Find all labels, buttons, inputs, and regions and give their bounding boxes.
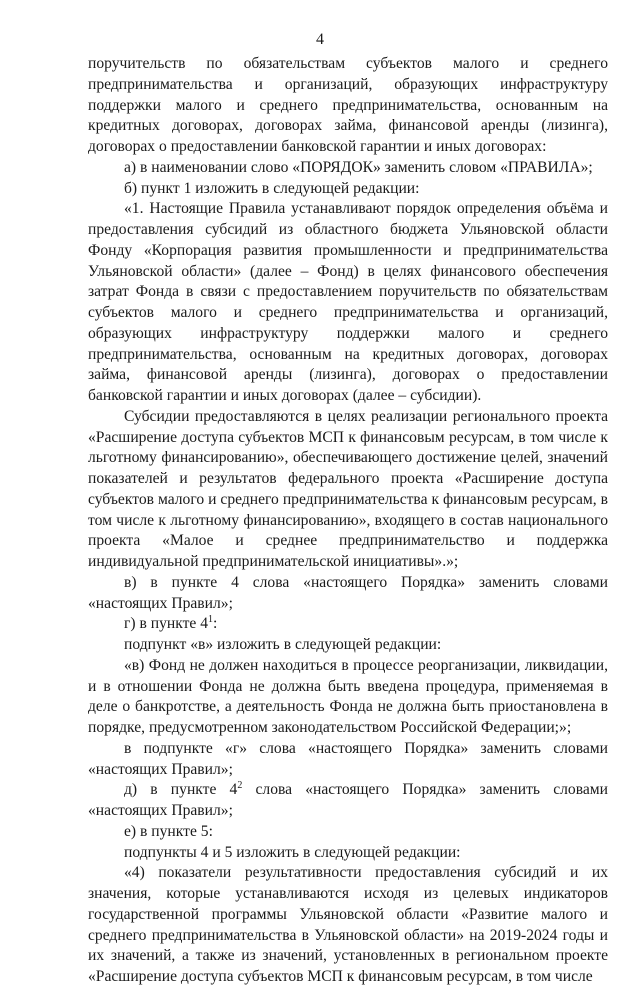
paragraph-text: слова «настоящего Порядка» заменить словами «настоящих Правил»; — [88, 781, 608, 819]
paragraph-text: : — [213, 615, 218, 633]
paragraph: «в) Фонд не должен находиться в процессе реорганизации, ликвидации, и в отношении Фонда не должна быть введена процедура, применяемая в деле о банкротстве, а деятельность Фонда не должна быть приостановлена в порядке, предусмотренном законодательством Российской Федерации;»; — [88, 656, 608, 736]
page-number: 4 — [316, 31, 324, 48]
paragraph: е) в пункте 5: — [124, 822, 213, 840]
document-body — [88, 54, 608, 988]
superscript: 1 — [208, 614, 214, 626]
paragraph: «4) показатели результативности предоставления субсидий и их значения, которые устанавливаются исходя из целевых индикаторов государственной программы Ульяновской области «Развитие малого и среднего предпринимательства в Ульяновской области» на 2019-2024 годы и их значений, а также из значений, установленных в региональном проекте «Расширение доступа субъектов МСП к финансовым ресурсам, в том числе — [88, 864, 608, 985]
paragraph-text: г) в пункте 4 — [124, 615, 209, 633]
paragraph: в) в пункте 4 слова «настоящего Порядка» заменить словами «настоящих Правил»; — [88, 573, 608, 612]
paragraph: Субсидии предоставляются в целях реализации регионального проекта «Расширение доступа субъектов МСП к финансовым ресурсам, в том числе к льготному финансированию», обеспечивающего достижение целей, значений показателей и результатов федерального проекта «Расширение доступа субъектов малого и среднего предпринимательства к финансовым ресурсам, в том числе к льготному финансированию», входящего в состав национального проекта «Малое и среднее предпринимательство и поддержка индивидуальной предпринимательской инициативы».»; — [88, 407, 608, 570]
paragraph — [88, 614, 608, 635]
paragraph: «1. Настоящие Правила устанавливают порядок определения объёма и предоставления субсидий из областного бюджета Ульяновской области Фонду «Корпорация развития промышленности и предпринимательства Ульяновской области» (далее – Фонд) в целях финансового обеспечения затрат Фонда в связи с предоставлением поручительств по обязательствам субъектов малого и среднего предпринимательства и организаций, образующих инфраструктуру поддержки малого и среднего предпринимательства, основанным на кредитных договорах, договорах займа, финансовой аренды (лизинга), договорах о предоставлении банковской гарантии и иных договорах (далее – субсидии). — [88, 200, 608, 404]
paragraph: б) пункт 1 изложить в следующей редакции: — [124, 179, 420, 197]
paragraph: подпункт «в» изложить в следующей редакции: — [124, 636, 442, 653]
superscript: 2 — [237, 780, 243, 792]
paragraph: поручительств по обязательствам субъектов малого и среднего предпринимательства и организаций, образующих инфраструктуру поддержки малого и среднего предпринимательства, основанным на кредитных договорах, договорах займа, финансовой аренды (лизинга), договорах о предоставлении банковской гарантии и иных договорах: — [88, 55, 608, 155]
paragraph — [88, 780, 608, 822]
paragraph: а) в наименовании слово «ПОРЯДОК» заменить словом «ПРАВИЛА»; — [124, 158, 593, 176]
paragraph: подпункты 4 и 5 изложить в следующей редакции: — [124, 843, 461, 861]
paragraph: в подпункте «г» слова «настоящего Порядка» заменить словами «настоящих Правил»; — [88, 739, 608, 778]
paragraph-text: д) в пункте 4 — [124, 781, 238, 799]
